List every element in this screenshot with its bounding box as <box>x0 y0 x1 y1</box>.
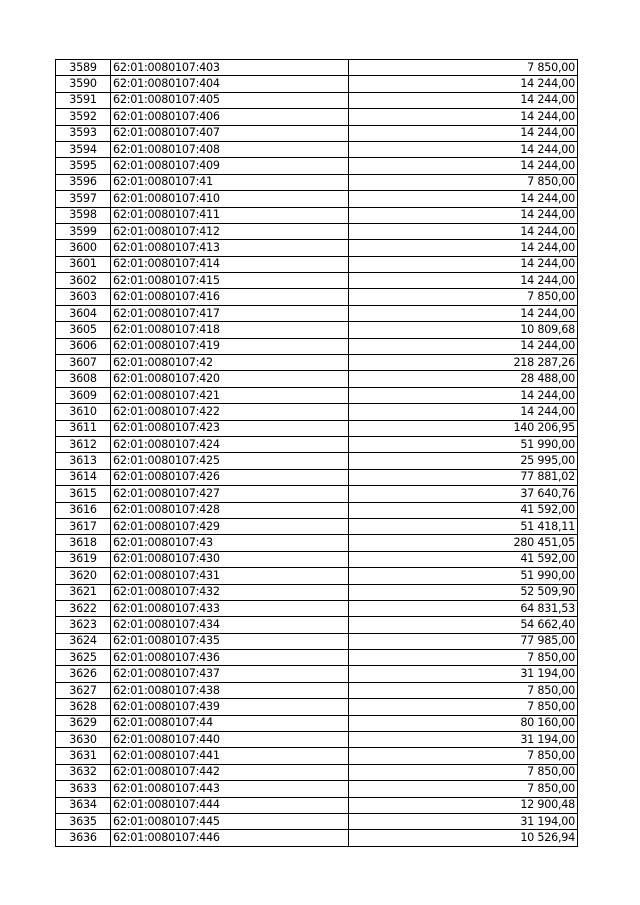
cadastral-number-cell: 62:01:0080107:424 <box>111 436 349 452</box>
value-cell: 41 592,00 <box>349 502 578 518</box>
table-row <box>56 404 578 420</box>
row-number-cell: 3629 <box>56 715 111 731</box>
row-number-cell: 3603 <box>56 289 111 305</box>
cadastral-number-cell: 62:01:0080107:428 <box>111 502 349 518</box>
value-cell: 7 850,00 <box>349 289 578 305</box>
row-number-cell: 3610 <box>56 404 111 420</box>
row-number-cell: 3590 <box>56 76 111 92</box>
table-row <box>56 240 578 256</box>
cadastral-number-cell: 62:01:0080107:438 <box>111 682 349 698</box>
table-row <box>56 584 578 600</box>
row-number-cell: 3616 <box>56 502 111 518</box>
cadastral-number-cell: 62:01:0080107:43 <box>111 535 349 551</box>
table-row <box>56 305 578 321</box>
row-number-cell: 3594 <box>56 141 111 157</box>
value-cell: 140 206,95 <box>349 420 578 436</box>
cadastral-number-cell: 62:01:0080107:422 <box>111 404 349 420</box>
table-row <box>56 289 578 305</box>
row-number-cell: 3597 <box>56 191 111 207</box>
value-cell: 7 850,00 <box>349 174 578 190</box>
row-number-cell: 3606 <box>56 338 111 354</box>
value-cell: 31 194,00 <box>349 666 578 682</box>
table-row <box>56 781 578 797</box>
cadastral-number-cell: 62:01:0080107:444 <box>111 797 349 813</box>
cadastral-number-cell: 62:01:0080107:44 <box>111 715 349 731</box>
value-cell: 14 244,00 <box>349 240 578 256</box>
row-number-cell: 3604 <box>56 305 111 321</box>
value-cell: 14 244,00 <box>349 338 578 354</box>
value-cell: 14 244,00 <box>349 387 578 403</box>
value-cell: 7 850,00 <box>349 748 578 764</box>
value-cell: 10 809,68 <box>349 322 578 338</box>
row-number-cell: 3608 <box>56 371 111 387</box>
value-cell: 12 900,48 <box>349 797 578 813</box>
value-cell: 54 662,40 <box>349 617 578 633</box>
cadastral-number-cell: 62:01:0080107:435 <box>111 633 349 649</box>
cadastral-number-cell: 62:01:0080107:445 <box>111 813 349 829</box>
table-row <box>56 158 578 174</box>
value-cell: 14 244,00 <box>349 125 578 141</box>
table-row <box>56 502 578 518</box>
value-cell: 41 592,00 <box>349 551 578 567</box>
value-cell: 51 990,00 <box>349 568 578 584</box>
value-cell: 51 990,00 <box>349 436 578 452</box>
cadastral-number-cell: 62:01:0080107:42 <box>111 355 349 371</box>
table-row <box>56 453 578 469</box>
row-number-cell: 3619 <box>56 551 111 567</box>
value-cell: 14 244,00 <box>349 207 578 223</box>
row-number-cell: 3596 <box>56 174 111 190</box>
row-number-cell: 3609 <box>56 387 111 403</box>
value-cell: 14 244,00 <box>349 92 578 108</box>
table-row <box>56 797 578 813</box>
cadastral-number-cell: 62:01:0080107:420 <box>111 371 349 387</box>
table-row <box>56 600 578 616</box>
table-row <box>56 715 578 731</box>
row-number-cell: 3589 <box>56 60 111 76</box>
row-number-cell: 3615 <box>56 486 111 502</box>
cadastral-number-cell: 62:01:0080107:409 <box>111 158 349 174</box>
row-number-cell: 3602 <box>56 273 111 289</box>
cadastral-number-cell: 62:01:0080107:407 <box>111 125 349 141</box>
value-cell: 14 244,00 <box>349 404 578 420</box>
table-row <box>56 682 578 698</box>
cadastral-number-cell: 62:01:0080107:431 <box>111 568 349 584</box>
cadastral-number-cell: 62:01:0080107:427 <box>111 486 349 502</box>
value-cell: 31 194,00 <box>349 813 578 829</box>
value-cell: 37 640,76 <box>349 486 578 502</box>
cadastral-number-cell: 62:01:0080107:418 <box>111 322 349 338</box>
table-row <box>56 551 578 567</box>
value-cell: 218 287,26 <box>349 355 578 371</box>
row-number-cell: 3623 <box>56 617 111 633</box>
cadastral-number-cell: 62:01:0080107:419 <box>111 338 349 354</box>
cadastral-number-cell: 62:01:0080107:425 <box>111 453 349 469</box>
table-row <box>56 420 578 436</box>
value-cell: 14 244,00 <box>349 141 578 157</box>
value-cell: 14 244,00 <box>349 305 578 321</box>
value-cell: 7 850,00 <box>349 764 578 780</box>
row-number-cell: 3627 <box>56 682 111 698</box>
cadastral-number-cell: 62:01:0080107:426 <box>111 469 349 485</box>
row-number-cell: 3628 <box>56 699 111 715</box>
value-cell: 64 831,53 <box>349 600 578 616</box>
value-cell: 52 509,90 <box>349 584 578 600</box>
value-cell: 28 488,00 <box>349 371 578 387</box>
table-row <box>56 355 578 371</box>
table-row <box>56 469 578 485</box>
row-number-cell: 3607 <box>56 355 111 371</box>
row-number-cell: 3635 <box>56 813 111 829</box>
row-number-cell: 3624 <box>56 633 111 649</box>
row-number-cell: 3595 <box>56 158 111 174</box>
table-row <box>56 486 578 502</box>
cadastral-number-cell: 62:01:0080107:432 <box>111 584 349 600</box>
row-number-cell: 3591 <box>56 92 111 108</box>
table-row <box>56 125 578 141</box>
table-row <box>56 322 578 338</box>
table-row <box>56 191 578 207</box>
row-number-cell: 3636 <box>56 830 111 846</box>
row-number-cell: 3592 <box>56 109 111 125</box>
cadastral-number-cell: 62:01:0080107:433 <box>111 600 349 616</box>
row-number-cell: 3633 <box>56 781 111 797</box>
table-row <box>56 830 578 846</box>
value-cell: 14 244,00 <box>349 76 578 92</box>
table-row <box>56 748 578 764</box>
value-cell: 14 244,00 <box>349 273 578 289</box>
row-number-cell: 3593 <box>56 125 111 141</box>
cadastral-number-cell: 62:01:0080107:405 <box>111 92 349 108</box>
cadastral-number-cell: 62:01:0080107:412 <box>111 223 349 239</box>
row-number-cell: 3622 <box>56 600 111 616</box>
value-cell: 14 244,00 <box>349 191 578 207</box>
cadastral-number-cell: 62:01:0080107:436 <box>111 650 349 666</box>
table-row <box>56 650 578 666</box>
cadastral-number-cell: 62:01:0080107:421 <box>111 387 349 403</box>
cadastral-number-cell: 62:01:0080107:410 <box>111 191 349 207</box>
value-cell: 77 881,02 <box>349 469 578 485</box>
row-number-cell: 3599 <box>56 223 111 239</box>
cadastral-number-cell: 62:01:0080107:411 <box>111 207 349 223</box>
table-row <box>56 273 578 289</box>
row-number-cell: 3614 <box>56 469 111 485</box>
value-cell: 51 418,11 <box>349 518 578 534</box>
value-cell: 14 244,00 <box>349 223 578 239</box>
table-row <box>56 92 578 108</box>
table-row <box>56 109 578 125</box>
row-number-cell: 3601 <box>56 256 111 272</box>
value-cell: 280 451,05 <box>349 535 578 551</box>
table-row <box>56 699 578 715</box>
value-cell: 31 194,00 <box>349 732 578 748</box>
table-row <box>56 518 578 534</box>
row-number-cell: 3632 <box>56 764 111 780</box>
cadastral-number-cell: 62:01:0080107:415 <box>111 273 349 289</box>
cadastral-number-cell: 62:01:0080107:416 <box>111 289 349 305</box>
cadastral-number-cell: 62:01:0080107:423 <box>111 420 349 436</box>
row-number-cell: 3617 <box>56 518 111 534</box>
row-number-cell: 3625 <box>56 650 111 666</box>
cadastral-number-cell: 62:01:0080107:437 <box>111 666 349 682</box>
row-number-cell: 3605 <box>56 322 111 338</box>
table-row <box>56 568 578 584</box>
table-row <box>56 764 578 780</box>
cadastral-number-cell: 62:01:0080107:417 <box>111 305 349 321</box>
row-number-cell: 3620 <box>56 568 111 584</box>
table-row <box>56 174 578 190</box>
cadastral-number-cell: 62:01:0080107:404 <box>111 76 349 92</box>
cadastral-number-cell: 62:01:0080107:440 <box>111 732 349 748</box>
table-row <box>56 207 578 223</box>
value-cell: 14 244,00 <box>349 256 578 272</box>
row-number-cell: 3600 <box>56 240 111 256</box>
value-cell: 7 850,00 <box>349 699 578 715</box>
value-cell: 7 850,00 <box>349 682 578 698</box>
row-number-cell: 3626 <box>56 666 111 682</box>
cadastral-number-cell: 62:01:0080107:414 <box>111 256 349 272</box>
value-cell: 14 244,00 <box>349 158 578 174</box>
row-number-cell: 3598 <box>56 207 111 223</box>
cadastral-number-cell: 62:01:0080107:406 <box>111 109 349 125</box>
table-row <box>56 535 578 551</box>
row-number-cell: 3612 <box>56 436 111 452</box>
row-number-cell: 3618 <box>56 535 111 551</box>
cadastral-number-cell: 62:01:0080107:446 <box>111 830 349 846</box>
row-number-cell: 3630 <box>56 732 111 748</box>
value-cell: 25 995,00 <box>349 453 578 469</box>
value-cell: 10 526,94 <box>349 830 578 846</box>
cadastral-number-cell: 62:01:0080107:442 <box>111 764 349 780</box>
table-body <box>56 60 578 847</box>
value-cell: 7 850,00 <box>349 60 578 76</box>
table-row <box>56 666 578 682</box>
table-row <box>56 633 578 649</box>
value-cell: 7 850,00 <box>349 650 578 666</box>
cadastral-number-cell: 62:01:0080107:403 <box>111 60 349 76</box>
cadastral-value-table <box>55 59 578 847</box>
row-number-cell: 3631 <box>56 748 111 764</box>
table-row <box>56 76 578 92</box>
table-row <box>56 256 578 272</box>
cadastral-number-cell: 62:01:0080107:439 <box>111 699 349 715</box>
row-number-cell: 3621 <box>56 584 111 600</box>
value-cell: 77 985,00 <box>349 633 578 649</box>
cadastral-number-cell: 62:01:0080107:443 <box>111 781 349 797</box>
table-row <box>56 223 578 239</box>
cadastral-number-cell: 62:01:0080107:430 <box>111 551 349 567</box>
cadastral-number-cell: 62:01:0080107:413 <box>111 240 349 256</box>
value-cell: 7 850,00 <box>349 781 578 797</box>
cadastral-number-cell: 62:01:0080107:41 <box>111 174 349 190</box>
row-number-cell: 3634 <box>56 797 111 813</box>
cadastral-number-cell: 62:01:0080107:408 <box>111 141 349 157</box>
value-cell: 14 244,00 <box>349 109 578 125</box>
cadastral-number-cell: 62:01:0080107:434 <box>111 617 349 633</box>
table-row <box>56 436 578 452</box>
table-row <box>56 371 578 387</box>
table-row <box>56 141 578 157</box>
value-cell: 80 160,00 <box>349 715 578 731</box>
cadastral-number-cell: 62:01:0080107:429 <box>111 518 349 534</box>
table-row <box>56 732 578 748</box>
row-number-cell: 3611 <box>56 420 111 436</box>
table-row <box>56 387 578 403</box>
table-row <box>56 813 578 829</box>
cadastral-number-cell: 62:01:0080107:441 <box>111 748 349 764</box>
table-row <box>56 617 578 633</box>
table-row <box>56 338 578 354</box>
row-number-cell: 3613 <box>56 453 111 469</box>
table-row <box>56 60 578 76</box>
